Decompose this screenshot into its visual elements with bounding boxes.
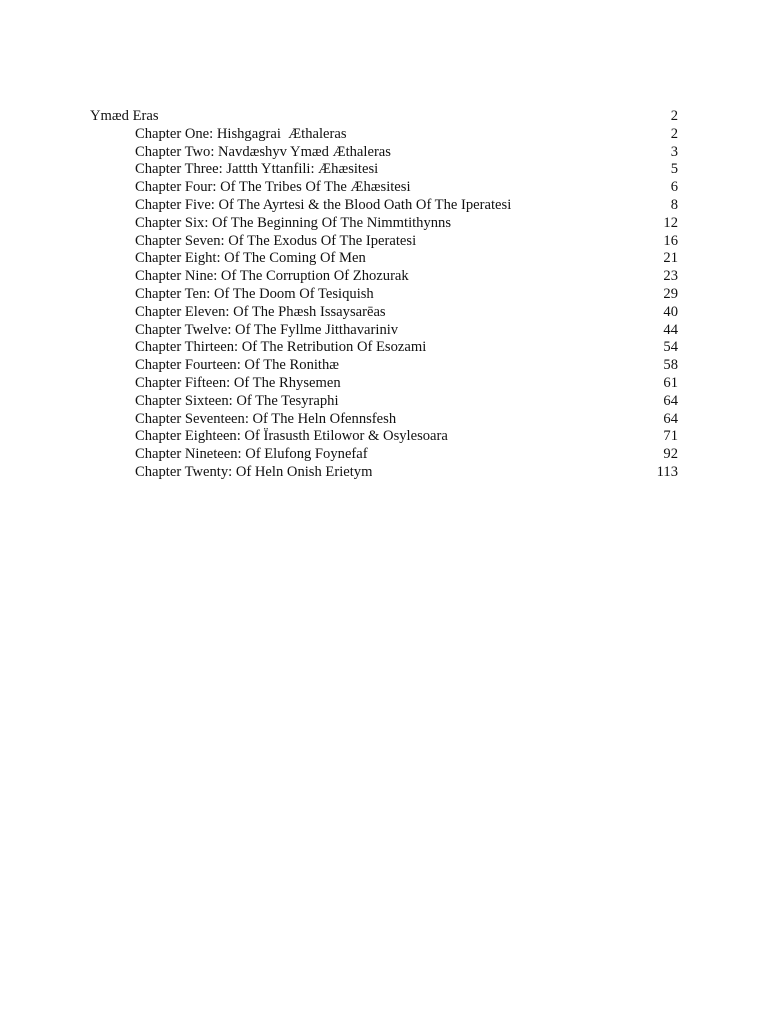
toc-entry-title: Chapter One: Hishgagrai Æthaleras [135, 125, 347, 142]
toc-entry[interactable] [90, 357, 678, 375]
toc-entry[interactable] [90, 215, 678, 233]
table-of-contents [90, 108, 678, 482]
toc-entry[interactable] [90, 446, 678, 464]
toc-entry-page: 64 [663, 410, 678, 427]
toc-entry-page: 71 [663, 428, 678, 445]
toc-entry-page: 2 [670, 108, 678, 124]
toc-entry-page: 64 [663, 392, 678, 409]
toc-entry[interactable] [90, 339, 678, 357]
toc-entry[interactable] [90, 304, 678, 322]
toc-entry-page: 40 [663, 303, 678, 320]
toc-entry[interactable] [90, 250, 678, 268]
toc-entry-title: Chapter Sixteen: Of The Tesyraphi [135, 392, 339, 409]
toc-entry-title: Chapter Seven: Of The Exodus Of The Iperatesi [135, 232, 417, 249]
toc-entry-title: Chapter Twelve: Of The Fyllme Jitthavariniv [135, 321, 399, 338]
toc-entry-title: Chapter Three: Jattth Yttanfili: Æhæsitesi [135, 161, 379, 178]
toc-entry-page: 6 [670, 179, 678, 196]
toc-entry-page: 113 [656, 463, 678, 480]
toc-entry[interactable] [90, 322, 678, 340]
toc-entry-page: 3 [670, 143, 678, 160]
toc-entry[interactable] [90, 428, 678, 446]
toc-entry-page: 44 [663, 321, 678, 338]
toc-entry-title: Chapter Seventeen: Of The Heln Ofennsfesh [135, 410, 397, 427]
toc-entry-title: Chapter Twenty: Of Heln Onish Erietym [135, 463, 373, 480]
toc-entry[interactable] [90, 411, 678, 429]
toc-entry-title: Chapter Five: Of The Ayrtesi & the Blood Oath Of The Iperatesi [135, 196, 512, 213]
toc-entry-page: 58 [663, 357, 678, 374]
toc-entry[interactable] [90, 233, 678, 251]
toc-entry-title: Chapter Fourteen: Of The Ronithæ [135, 357, 340, 374]
toc-entry-page: 2 [670, 125, 678, 142]
toc-entry[interactable] [90, 464, 678, 482]
toc-entry[interactable] [90, 268, 678, 286]
toc-entry-title: Chapter Nineteen: Of Elufong Foynefaf [135, 446, 368, 463]
toc-entry[interactable] [90, 197, 678, 215]
toc-entry-page: 92 [663, 446, 678, 463]
toc-entry-title: Chapter Ten: Of The Doom Of Tesiquish [135, 285, 374, 302]
toc-entry-page: 21 [663, 250, 678, 267]
toc-entry-page: 8 [670, 196, 678, 213]
toc-entry-page: 12 [663, 214, 678, 231]
toc-entry[interactable] [90, 126, 678, 144]
toc-entry-title: Chapter Thirteen: Of The Retribution Of Esozami [135, 339, 427, 356]
toc-entry[interactable] [90, 161, 678, 179]
toc-entry-title: Chapter Four: Of The Tribes Of The Æhæsitesi [135, 179, 411, 196]
toc-entry-page: 29 [663, 285, 678, 302]
toc-entry-page: 16 [663, 232, 678, 249]
toc-entry-page: 54 [663, 339, 678, 356]
toc-entry-title: Chapter Eight: Of The Coming Of Men [135, 250, 366, 267]
toc-entry[interactable] [90, 375, 678, 393]
toc-entry-title: Chapter Eighteen: Of Ïrasusth Etilowor & Osylesoara [135, 428, 448, 445]
toc-entry-title: Ymæd Eras [90, 108, 159, 124]
toc-entry-title: Chapter Fifteen: Of The Rhysemen [135, 374, 341, 391]
toc-entry-title: Chapter Two: Navdæshyv Ymæd Æthaleras [135, 143, 391, 160]
toc-entry-title: Chapter Six: Of The Beginning Of The Nimmtithynns [135, 214, 452, 231]
toc-entry-title: Chapter Eleven: Of The Phæsh Issaysarēas [135, 303, 386, 320]
toc-entry[interactable] [90, 144, 678, 162]
toc-entry-page: 61 [663, 374, 678, 391]
toc-entry-page: 5 [670, 161, 678, 178]
toc-entry-page: 23 [663, 268, 678, 285]
toc-entry[interactable] [90, 108, 678, 126]
toc-entry[interactable] [90, 393, 678, 411]
toc-entry[interactable] [90, 286, 678, 304]
toc-entry-title: Chapter Nine: Of The Corruption Of Zhozurak [135, 268, 409, 285]
toc-entry[interactable] [90, 179, 678, 197]
